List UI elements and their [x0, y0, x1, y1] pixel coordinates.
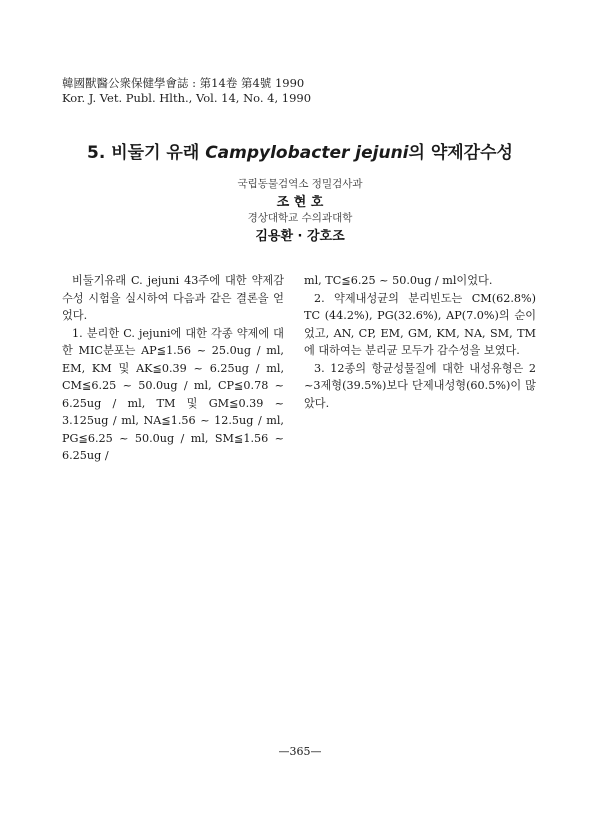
body-column-right — [304, 272, 536, 412]
author-2: 김용환 · 강호조 — [255, 229, 345, 244]
title-prefix: 5. 비둘기 유래 — [87, 143, 206, 163]
result-1: 1. 분리한 C. jejuni에 대한 각종 약제에 대한 MIC분포는 AP≦1.56 ~ 25.0ug / ml, EM, KM 및 AK≦0.39 ~ 6.25ug / ml, CM≦6.25 ~ 50.0ug / ml, CP≦0.78 ~ 6.25ug / ml, TM 및 GM≦0.39 ~ 3.125ug / ml, NA≦1.56 ~ 12.5ug / ml, PG≦6.25 ~ 50.0ug / ml, SM≦1.56 ~ 6.25ug / — [62, 326, 284, 462]
affiliation-1: 국립동물검역소 정밀검사과 — [237, 178, 363, 190]
affiliation-2: 경상대학교 수의과대학 — [247, 212, 353, 224]
journal-citation-korean: 韓國獸醫公衆保健學會誌 : 第14卷 第4號 1990 — [62, 76, 305, 90]
result-2: 2. 약제내성균의 분리빈도는 CM(62.8%) TC (44.2%), PG(32.6%), AP(7.0%)의 순이었고, AN, CP, EM, GM, KM, NA, SM, TM에 대하여는 분리균 모두가 감수성을 보였다. — [304, 291, 536, 357]
title-organism: Campylobacter jejuni — [205, 143, 409, 163]
paper-title — [0, 138, 600, 163]
abstract-intro: 비둘기유래 C. jejuni 43주에 대한 약제감수성 시험을 실시하여 다음과 같은 결론을 얻었다. — [62, 274, 284, 322]
result-3: 3. 12종의 항균성물질에 대한 내성유형은 2 ~3제형(39.5%)보다 단제내성형(60.5%)이 많았다. — [304, 361, 536, 410]
journal-citation-english: Kor. J. Vet. Publ. Hlth., Vol. 14, No. 4, 1990 — [62, 91, 312, 105]
title-suffix: 의 약제감수성 — [408, 143, 513, 163]
result-1-continued: ml, TC≦6.25 ~ 50.0ug / ml이었다. — [304, 274, 493, 287]
author-1: 조 현 호 — [276, 195, 324, 210]
page-number: —365— — [278, 745, 322, 758]
journal-header — [62, 76, 311, 106]
body-column-left — [62, 272, 284, 465]
